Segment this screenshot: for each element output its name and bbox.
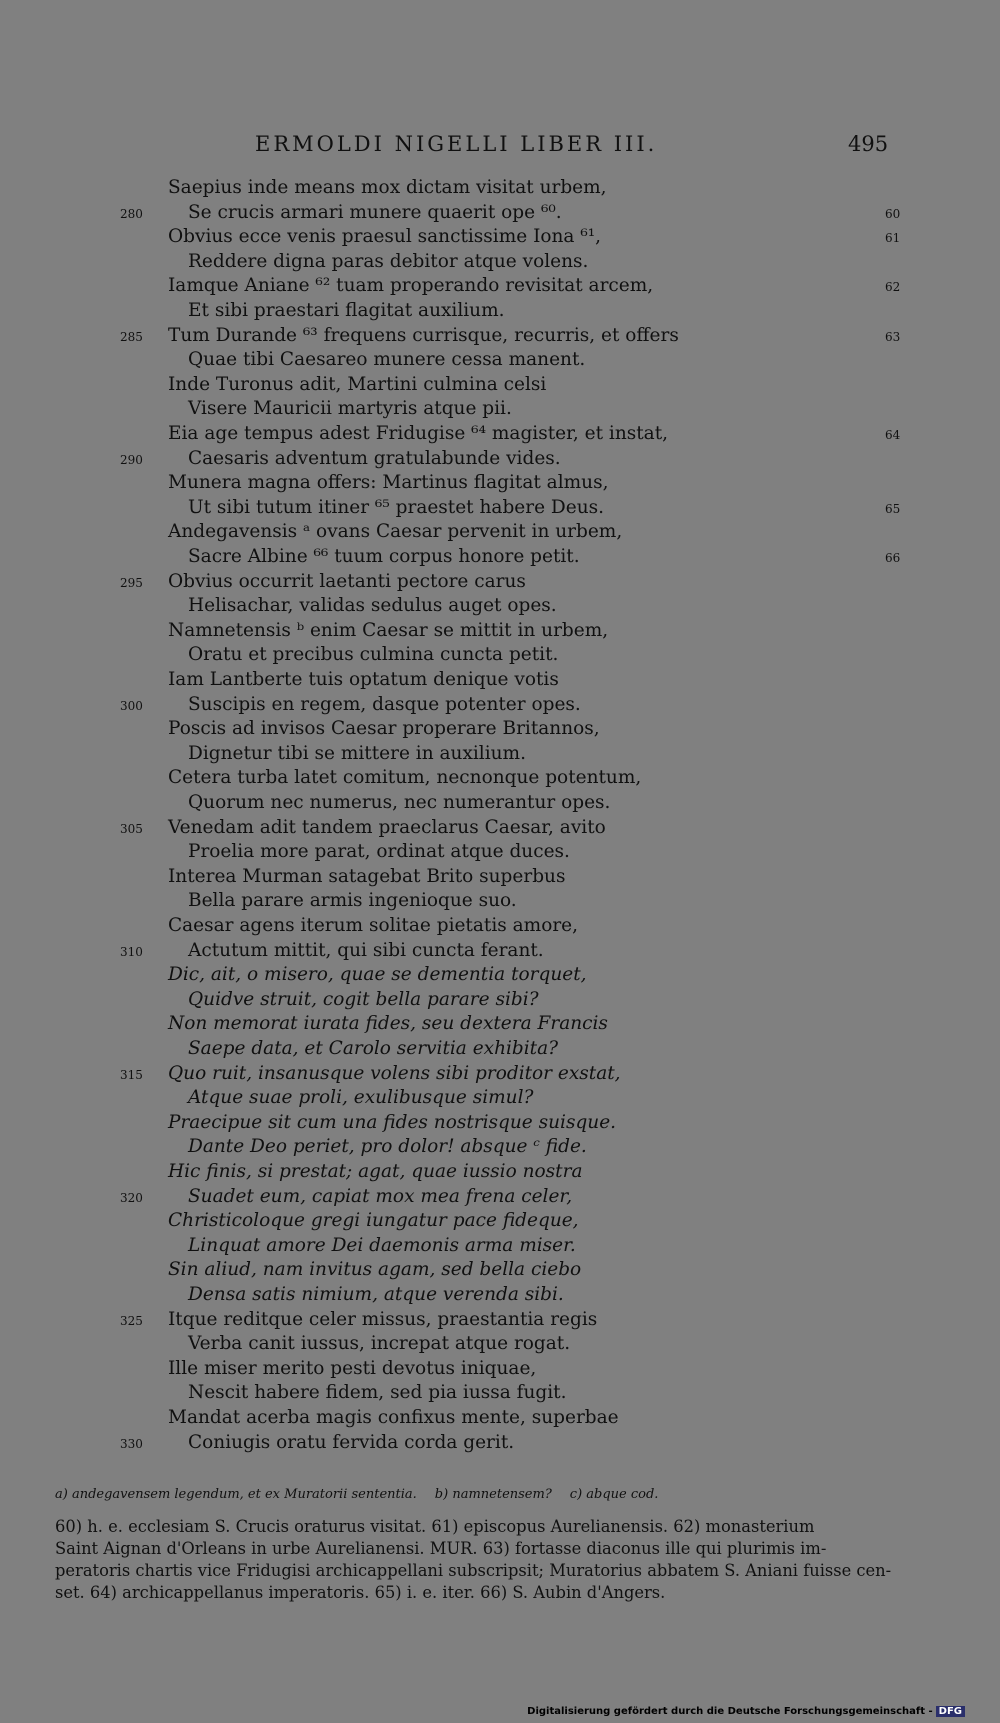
verse-line xyxy=(0,348,1000,373)
verse-line-text: Poscis ad invisos Caesar properare Britannos, xyxy=(168,718,600,740)
verse-line xyxy=(0,1357,1000,1382)
verse-line-text: Eia age tempus adest Fridugise ⁶⁴ magister, et instat, xyxy=(168,423,669,444)
verse-line xyxy=(0,693,1000,718)
line-number: 280 xyxy=(120,206,143,221)
verse-line xyxy=(0,643,1000,668)
verse-line-text: Venedam adit tandem praeclarus Caesar, avito xyxy=(168,816,606,838)
verse-line xyxy=(0,1185,1000,1210)
line-number: 315 xyxy=(120,1067,143,1082)
line-number: 325 xyxy=(120,1313,143,1328)
margin-note-ref: 61 xyxy=(885,231,901,246)
verse-line-text: Munera magna offers: Martinus flagitat almus, xyxy=(168,472,609,494)
line-number: 285 xyxy=(120,329,143,344)
verse-line-text: Quo ruit, insanusque volens sibi proditor exstat, xyxy=(168,1062,621,1084)
verse-line xyxy=(0,1135,1000,1160)
verse-line xyxy=(0,816,1000,841)
footnote-line: set. 64) archicappellanus imperatoris. 65) i. e. iter. 66) S. Aubin d'Angers. xyxy=(55,1583,666,1602)
verse-line xyxy=(0,791,1000,816)
verse-line-text: Andegavensis ᵃ ovans Caesar pervenit in urbem, xyxy=(168,521,623,543)
verse-line-text: Dic, ait, o misero, quae se dementia torquet, xyxy=(168,964,587,986)
verse-line xyxy=(0,914,1000,939)
verse-line-text: Interea Murman satagebat Brito superbus xyxy=(168,865,566,887)
verse-line-text: Hic finis, si prestat; agat, quae iussio nostra xyxy=(168,1161,583,1182)
line-number: 305 xyxy=(120,821,143,836)
verse-line xyxy=(0,766,1000,791)
apparatus-note: a) andegavensem legendum, et ex Muratorii sententia. xyxy=(55,1487,417,1502)
verse-line xyxy=(0,1111,1000,1136)
verse-line-text: Ille miser merito pesti devotus iniquae, xyxy=(168,1357,537,1379)
line-number: 295 xyxy=(120,575,143,590)
verse-line xyxy=(0,840,1000,865)
verse-line xyxy=(0,201,1000,226)
footnotes xyxy=(55,1516,892,1604)
verse-line-text: Sacre Albine ⁶⁶ tuum corpus honore petit. xyxy=(188,546,580,567)
verse-line xyxy=(0,324,1000,349)
verse-line-text: Itque reditque celer missus, praestantia regis xyxy=(168,1308,598,1330)
verse-line xyxy=(0,1332,1000,1357)
margin-note-ref: 63 xyxy=(885,329,901,344)
verse-line xyxy=(0,1406,1000,1431)
verse-line-text: Ut sibi tutum itiner ⁶⁵ praestet habere Deus. xyxy=(188,496,604,518)
verse-line xyxy=(0,250,1000,275)
verse-line-text: Dignetur tibi se mittere in auxilium. xyxy=(188,742,526,764)
margin-note-ref: 66 xyxy=(885,551,901,565)
verse-line xyxy=(0,570,1000,595)
verse-line-text: Non memorat iurata fides, seu dextera Francis xyxy=(168,1013,608,1035)
verse-line xyxy=(0,988,1000,1013)
verse-line xyxy=(0,1086,1000,1111)
verse-line-text: Iam Lantberte tuis optatum denique votis xyxy=(168,669,559,690)
verse-line xyxy=(0,594,1000,619)
verse-line xyxy=(0,299,1000,324)
verse-line xyxy=(0,1012,1000,1037)
verse-line-text: Verba canit iussus, increpat atque rogat. xyxy=(188,1333,571,1355)
verse-line xyxy=(0,397,1000,422)
verse-line-text: Suadet eum, capiat mox mea frena celer, xyxy=(188,1185,573,1207)
apparatus-note: c) abque cod. xyxy=(569,1487,659,1502)
margin-note-ref: 65 xyxy=(885,501,901,516)
margin-note-ref: 62 xyxy=(885,280,901,295)
verse-line xyxy=(0,225,1000,250)
verse-line-text: Se crucis armari munere quaerit ope ⁶⁰. xyxy=(188,201,562,223)
verse-line-text: Christicoloque gregi iungatur pace fideque, xyxy=(168,1210,579,1232)
verse-line xyxy=(0,939,1000,964)
verse-line xyxy=(0,889,1000,914)
verse-line xyxy=(0,1037,1000,1062)
margin-note-ref: 64 xyxy=(885,428,901,442)
verse-line xyxy=(0,717,1000,742)
line-number: 300 xyxy=(120,698,143,713)
verse-line-text: Tum Durande ⁶³ frequens currisque, recurris, et offers xyxy=(168,324,679,346)
verse-line-text: Namnetensis ᵇ enim Caesar se mittit in urbem, xyxy=(168,619,609,641)
verse-line xyxy=(0,742,1000,767)
verse-line-text: Quidve struit, cogit bella parare sibi? xyxy=(188,988,539,1010)
verse-line xyxy=(0,274,1000,299)
verse-line-text: Cetera turba latet comitum, necnonque potentum, xyxy=(168,767,642,789)
apparatus-notes xyxy=(55,1487,676,1502)
verse-line-text: Visere Mauricii martyris atque pii. xyxy=(188,398,512,420)
verse-line xyxy=(0,1283,1000,1308)
footnote-line: peratoris chartis vice Fridugisi archicappellani subscripsit; Muratorius abbatem S. Aniani fuisse cen- xyxy=(55,1561,892,1580)
apparatus-note: b) namnetensem? xyxy=(434,1487,552,1502)
verse-line-text: Obvius ecce venis praesul sanctissime Iona ⁶¹, xyxy=(168,226,602,248)
verse-line xyxy=(0,471,1000,496)
verse-line-text: Quae tibi Caesareo munere cessa manent. xyxy=(188,349,586,371)
verse-line xyxy=(0,1308,1000,1333)
verse-line xyxy=(0,1431,1000,1456)
verse-line-text: Linquat amore Dei daemonis arma miser. xyxy=(188,1234,576,1256)
verse-line-text: Praecipue sit cum una fides nostrisque suisque. xyxy=(168,1111,617,1133)
verse-line xyxy=(0,865,1000,890)
verse-line-text: Saepe data, et Carolo servitia exhibita? xyxy=(188,1038,559,1059)
verse-line xyxy=(0,619,1000,644)
verse-line-text: Atque suae proli, exulibusque simul? xyxy=(188,1087,534,1109)
verse-line xyxy=(0,373,1000,398)
footnote-line: Saint Aignan d'Orleans in urbe Aurelianensi. MUR. 63) fortasse diaconus ille qui plurimis im- xyxy=(55,1539,827,1558)
verse-line-text: Densa satis nimium, atque verenda sibi. xyxy=(188,1284,564,1305)
page-number: 495 xyxy=(848,132,889,156)
verse-line-text: Caesaris adventum gratulabunde vides. xyxy=(188,447,561,469)
verse-line-text: Quorum nec numerus, nec numerantur opes. xyxy=(188,792,611,813)
line-number: 320 xyxy=(120,1190,143,1205)
verse-line-text: Coniugis oratu fervida corda gerit. xyxy=(188,1431,515,1453)
verse-line-text: Iamque Aniane ⁶² tuam properando revisitat arcem, xyxy=(168,275,654,297)
verse-line-text: Bella parare armis ingenioque suo. xyxy=(188,890,517,912)
verse-line-text: Caesar agens iterum solitae pietatis amore, xyxy=(168,915,579,936)
verse-line-text: Et sibi praestari flagitat auxilium. xyxy=(188,300,505,321)
verse-line xyxy=(0,447,1000,472)
line-number: 290 xyxy=(120,452,143,467)
verse-line-text: Saepius inde means mox dictam visitat urbem, xyxy=(168,177,607,198)
verse-line-text: Obvius occurrit laetanti pectore carus xyxy=(168,570,526,592)
verse-line-text: Actutum mittit, qui sibi cuncta ferant. xyxy=(188,939,544,961)
verse-line xyxy=(0,1381,1000,1406)
verse-line xyxy=(0,520,1000,545)
verse-line xyxy=(0,1062,1000,1087)
page-header xyxy=(0,132,1000,162)
verse-line xyxy=(0,545,1000,570)
verse-line xyxy=(0,496,1000,521)
line-number: 310 xyxy=(120,944,143,959)
verse-line-text: Suscipis en regem, dasque potenter opes. xyxy=(188,693,581,715)
verse-line xyxy=(0,176,1000,201)
verse-line-text: Reddere digna paras debitor atque volens. xyxy=(188,250,589,272)
running-title: ERMOLDI NIGELLI LIBER III. xyxy=(255,132,658,156)
verse-line-text: Inde Turonus adit, Martini culmina celsi xyxy=(168,373,547,395)
verse-line xyxy=(0,422,1000,447)
footnote-line: 60) h. e. ecclesiam S. Crucis oraturus visitat. 61) episcopus Aurelianensis. 62) monasterium xyxy=(55,1517,815,1536)
footer-credit-text: Digitalisierung gefördert durch die Deutsche Forschungsgemeinschaft - xyxy=(527,1706,933,1717)
verse-line xyxy=(0,1209,1000,1234)
verse-line xyxy=(0,1258,1000,1283)
verse-line xyxy=(0,1160,1000,1185)
dfg-logo: DFG xyxy=(936,1706,965,1717)
line-number: 330 xyxy=(120,1436,143,1451)
verse-line-text: Mandat acerba magis confixus mente, superbae xyxy=(168,1407,619,1428)
verse-line-text: Proelia more parat, ordinat atque duces. xyxy=(188,841,570,863)
verse-line xyxy=(0,963,1000,988)
margin-note-ref: 60 xyxy=(885,206,901,221)
verse-line-text: Oratu et precibus culmina cuncta petit. xyxy=(188,644,559,666)
verse-line xyxy=(0,668,1000,693)
verse-line xyxy=(0,1234,1000,1259)
footer-credit xyxy=(527,1706,965,1717)
verse-line-text: Sin aliud, nam invitus agam, sed bella ciebo xyxy=(168,1259,582,1281)
verse-line-text: Helisachar, validas sedulus auget opes. xyxy=(188,595,557,617)
verse-line-text: Dante Deo periet, pro dolor! absque ᶜ fide. xyxy=(188,1136,587,1158)
verse-line-text: Nescit habere fidem, sed pia iussa fugit. xyxy=(188,1382,567,1404)
